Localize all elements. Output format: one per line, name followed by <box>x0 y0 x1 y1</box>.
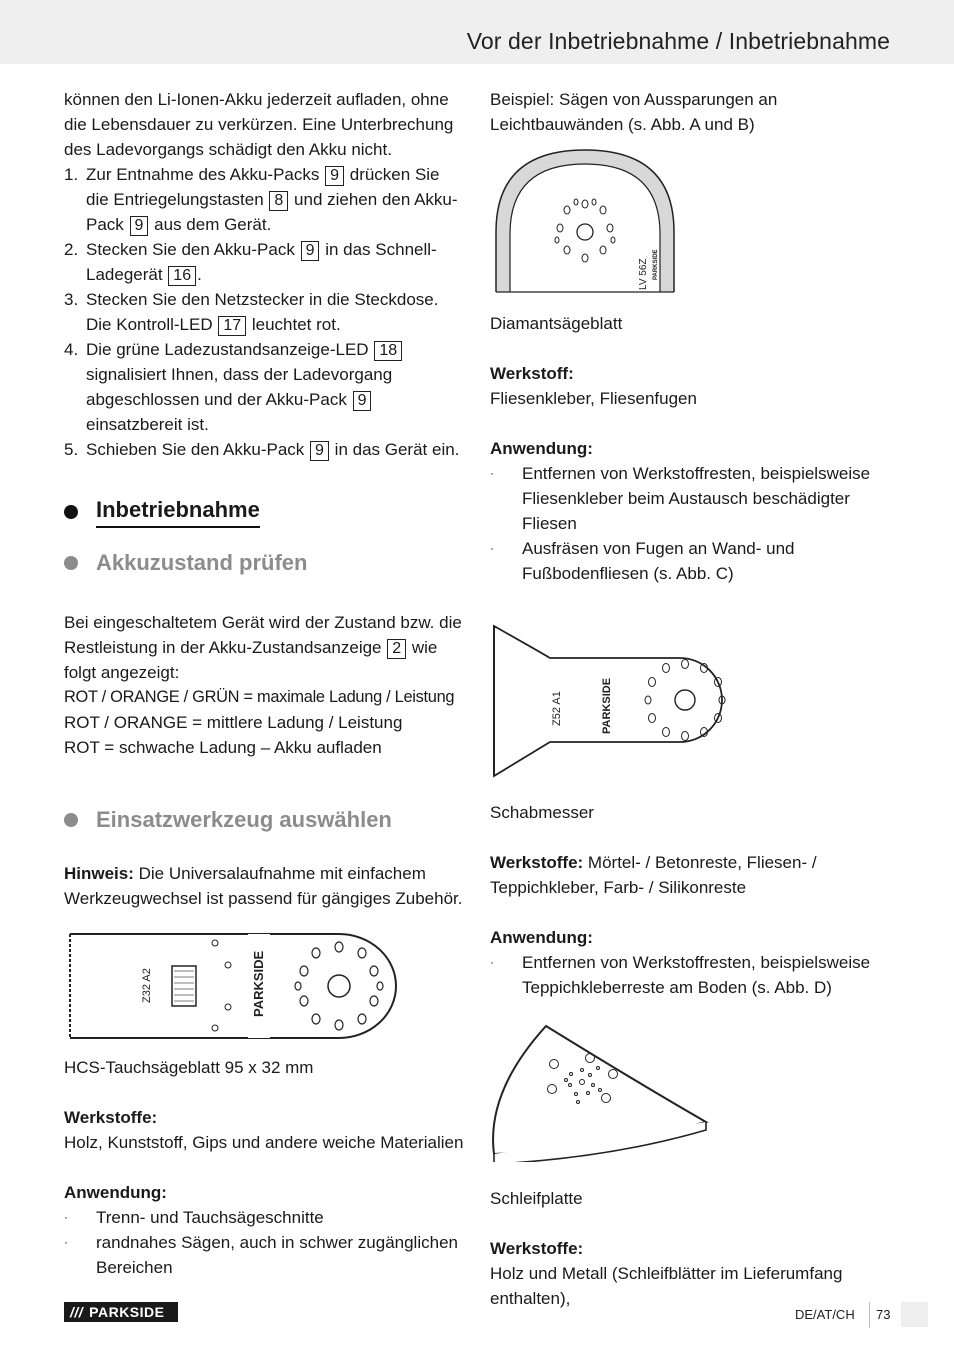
step-item: 2. Stecken Sie den Akku-Pack 9 in das Schnell-Ladegerät 16 . <box>64 240 437 284</box>
list-item: · randnahes Sägen, auch in schwer zugänglichen Bereichen <box>64 1233 458 1277</box>
ref-box: 9 <box>301 241 320 261</box>
anwendung-list <box>490 950 900 1000</box>
anwendung-label: Anwendung: <box>490 928 593 947</box>
werkstoff-label: Werkstoff: <box>490 364 574 383</box>
ref-box: 9 <box>325 166 344 186</box>
figure-caption: Schleifplatte <box>490 1189 583 1208</box>
heading-einsatzwerkzeug: Einsatzwerkzeug auswählen <box>64 805 466 835</box>
list-item: · Ausfräsen von Fugen an Wand- und Fußbodenfliesen (s. Abb. C) <box>490 539 795 583</box>
sanding-plate-figure <box>490 1022 720 1162</box>
page-title: Vor der Inbetriebnahme / Inbetriebnahme <box>466 28 890 54</box>
figure-caption: HCS-Tauchsägeblatt 95 x 32 mm <box>64 1058 314 1077</box>
ref-box: 18 <box>374 341 402 361</box>
footer-divider <box>869 1302 870 1328</box>
brand-logo-text: PARKSIDE <box>601 677 613 734</box>
step-item: 3. Stecken Sie den Netzstecker in die Steckdose. Die Kontroll-LED 17 leuchtet rot. <box>64 290 439 334</box>
language-code: DE/AT/CH <box>795 1307 855 1322</box>
heading-inbetriebnahme: Inbetriebnahme <box>64 495 466 528</box>
blade-code-label: Z52 A1 <box>551 691 563 726</box>
list-item: · Entfernen von Werkstoffresten, beispielsweise Teppichkleberreste am Boden (s. Abb. D) <box>490 953 871 997</box>
ref-box: 9 <box>353 391 372 411</box>
figure-caption: Schabmesser <box>490 803 594 822</box>
ref-box: 2 <box>387 639 406 659</box>
ref-box: 9 <box>130 216 149 236</box>
ref-box: 8 <box>269 191 288 211</box>
werkstoffe-paragraph: Werkstoffe: Mörtel- / Betonreste, Fliesen- / Teppichkleber, Farb- / Silikonreste <box>490 853 817 897</box>
step-item: 5. Schieben Sie den Akku-Pack 9 in das Gerät ein. <box>64 440 460 459</box>
akku-line: ROT = schwache Ladung – Akku aufladen <box>64 738 382 757</box>
footer-tab <box>901 1302 928 1327</box>
figure-caption: Diamantsägeblatt <box>490 314 623 333</box>
werkstoffe-text: Holz und Metall (Schleifblätter im Lieferumfang enthalten), <box>490 1264 843 1308</box>
left-column <box>64 87 466 1280</box>
scraper-blade-figure <box>490 616 750 786</box>
akku-line: ROT / ORANGE = mittlere Ladung / Leistung <box>64 713 403 732</box>
charging-steps-list <box>64 162 466 462</box>
anwendung-label: Anwendung: <box>490 439 593 458</box>
bullet-dot-icon <box>64 813 78 827</box>
heading-akkuzustand: Akkuzustand prüfen <box>64 548 466 578</box>
step-item: 1. Zur Entnahme des Akku-Packs 9 drücken Sie die Entriegelungstasten 8 und ziehen den Akku-Pack 9 aus dem Gerät. <box>64 165 458 234</box>
blade-code-label: LV 56Z <box>638 258 649 290</box>
list-item: · Trenn- und Tauchsägeschnitte <box>64 1208 324 1227</box>
example-paragraph: Beispiel: Sägen von Aussparungen an Leichtbauwänden (s. Abb. A und B) <box>490 90 778 134</box>
anwendung-list <box>490 461 900 586</box>
hcs-blade-figure <box>64 931 400 1041</box>
parkside-logo: /// PARKSIDE <box>64 1302 178 1322</box>
list-item: · Entfernen von Werkstoffresten, beispielsweise Fliesenkleber beim Austausch beschädigter Fliesen <box>490 464 871 533</box>
werkstoff-text: Fliesenkleber, Fliesenfugen <box>490 389 697 408</box>
page-number: 73 <box>876 1307 891 1322</box>
bullet-dot-icon <box>64 505 78 519</box>
right-column <box>490 87 900 1311</box>
akku-line: ROT / ORANGE / GRÜN = maximale Ladung / Leistung <box>64 688 455 706</box>
werkstoffe-text: Holz, Kunststoff, Gips und andere weiche Materialien <box>64 1133 464 1152</box>
ref-box: 16 <box>168 266 196 286</box>
ref-box: 9 <box>310 441 329 461</box>
akku-paragraph: Bei eingeschaltetem Gerät wird der Zustand bzw. die Restleistung in der Akku-Zustandsanzeige 2 wie folgt angezeigt: <box>64 613 462 682</box>
bullet-dot-icon <box>64 556 78 570</box>
ref-box: 17 <box>218 316 246 336</box>
anwendung-label: Anwendung: <box>64 1183 167 1202</box>
brand-logo-text: PARKSIDE <box>251 950 266 1017</box>
werkstoffe-label: Werkstoffe: <box>490 1239 584 1258</box>
diamond-blade-figure <box>490 142 690 302</box>
werkstoffe-label: Werkstoffe: <box>64 1108 158 1127</box>
blade-code-label: Z32 A2 <box>141 968 153 1003</box>
brand-logo-text: PARKSIDE <box>653 249 659 280</box>
intro-paragraph: können den Li-Ionen-Akku jederzeit aufladen, ohne die Lebensdauer zu verkürzen. Eine Unterbrechung des Ladevorgangs schädigt den Akku nicht. <box>64 90 454 159</box>
step-item: 4. Die grüne Ladezustandsanzeige-LED 18 signalisiert Ihnen, dass der Ladevorgang abgeschlossen und der Akku-Pack 9 einsatzbereit ist. <box>64 337 466 437</box>
anwendung-list <box>64 1205 466 1280</box>
hint-paragraph: Hinweis: Die Universalaufnahme mit einfachem Werkzeugwechsel ist passend für gängiges Zubehör. <box>64 864 463 908</box>
